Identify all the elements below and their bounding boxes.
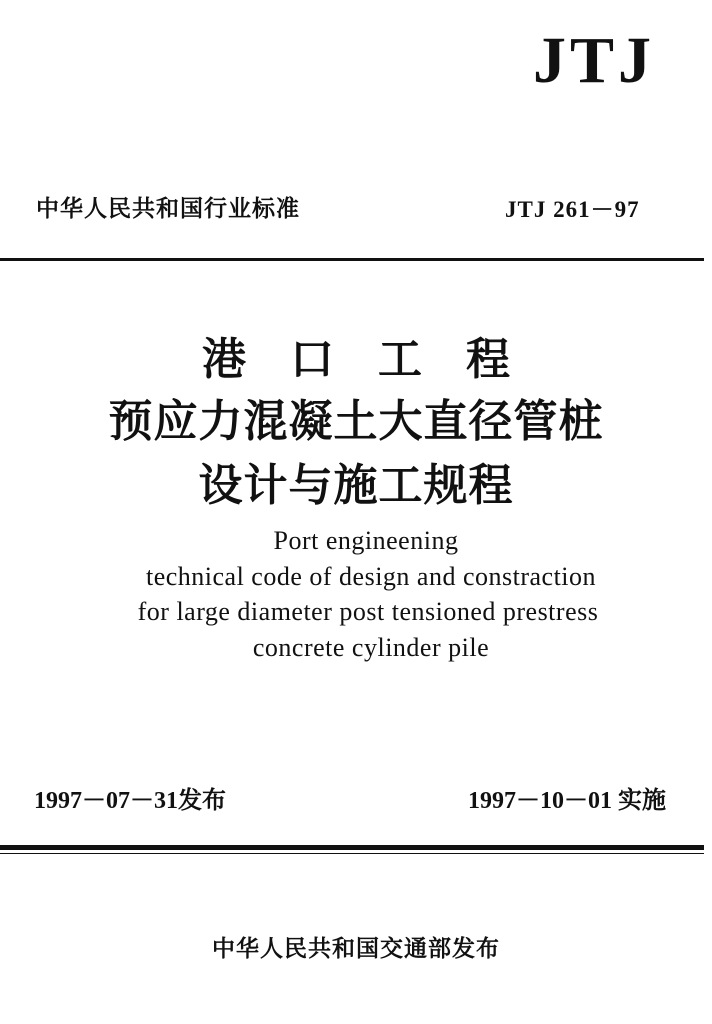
english-title-line-2: technical code of design and constraction: [145, 562, 597, 591]
standard-number: JTJ 261－97: [505, 197, 640, 222]
english-title-line-1: Port engineening: [273, 526, 459, 555]
publisher: 中华人民共和国交通部发布: [212, 936, 500, 962]
english-title-line-4: concrete cylinder pile: [252, 633, 490, 662]
english-title-line-3: for large diameter post tensioned prestress: [137, 597, 599, 626]
title-line-3: 设计与施工规程: [198, 460, 514, 511]
footer-divider-thin: [0, 853, 704, 854]
implementation-date: 1997－10－01 实施: [468, 788, 666, 814]
issue-date: 1997－07－31发布: [34, 788, 226, 814]
title-line-2: 预应力混凝土大直径管桩: [108, 396, 604, 447]
standard-category: 中华人民共和国行业标准: [36, 196, 300, 222]
footer-divider-thick: [0, 845, 704, 850]
standard-code-mark: JTJ: [533, 24, 656, 97]
title-line-1: 港口工程: [202, 334, 554, 385]
header-divider: [0, 258, 704, 261]
